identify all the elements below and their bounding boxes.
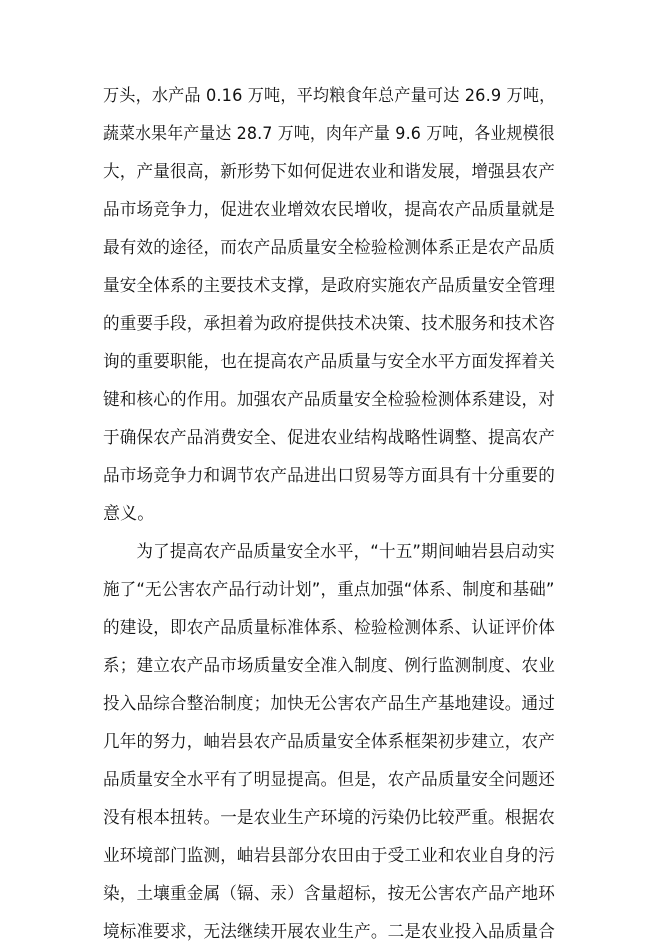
text-line: 为了提高农产品质量安全水平，“十五”期间岫岩县启动实: [103, 542, 555, 562]
text-line: 系；建立农产品市场质量安全准入制度、例行监测制度、农业: [103, 656, 556, 676]
text-line: 最有效的途径，而农产品质量安全检验检测体系正是农产品质: [103, 238, 556, 258]
text-line: 询的重要职能，也在提高农产品质量与安全水平方面发挥着关: [103, 352, 556, 372]
text-line: 没有根本扭转。一是农业生产环境的污染仍比较严重。根据农: [103, 808, 556, 828]
text-line: 品市场竞争力，促进农业增效农民增收，提高农产品质量就是: [103, 200, 556, 220]
text-line: 大，产量很高，新形势下如何促进农业和谐发展，增强县农产: [103, 162, 556, 182]
text-line: 意义。: [103, 504, 155, 524]
text-line: 境标准要求，无法继续开展农业生产。二是农业投入品质量合: [103, 922, 556, 942]
text-line: 的建设，即农产品质量标准体系、检验检测体系、认证评价体: [103, 618, 556, 638]
text-line: 几年的努力，岫岩县农产品质量安全体系框架初步建立，农产: [103, 732, 556, 752]
text-line: 量安全体系的主要技术支撑，是政府实施农产品质量安全管理: [103, 276, 556, 296]
text-line: 染，土壤重金属（镉、汞）含量超标，按无公害农产品产地环: [103, 884, 556, 904]
text-line: 施了“无公害农产品行动计划”，重点加强“体系、制度和基础”: [103, 580, 555, 600]
text-line: 品质量安全水平有了明显提高。但是，农产品质量安全问题还: [103, 770, 556, 790]
text-line: 的重要手段，承担着为政府提供技术决策、技术服务和技术咨: [103, 314, 556, 334]
text-line: 业环境部门监测，岫岩县部分农田由于受工业和农业自身的污: [103, 846, 556, 866]
text-line: 万头，水产品 0.16 万吨，平均粮食年总产量可达 26.9 万吨，: [103, 86, 556, 106]
text-line: 蔬菜水果年产量达 28.7 万吨，肉年产量 9.6 万吨，各业规模很: [103, 124, 555, 144]
text-line: 投入品综合整治制度；加快无公害农产品生产基地建设。通过: [103, 694, 556, 714]
text-line: 键和核心的作用。加强农产品质量安全检验检测体系建设，对: [103, 390, 556, 410]
text-line: 品市场竞争力和调节农产品进出口贸易等方面具有十分重要的: [103, 466, 556, 486]
text-line: 于确保农产品消费安全、促进农业结构战略性调整、提高农产: [103, 428, 556, 448]
